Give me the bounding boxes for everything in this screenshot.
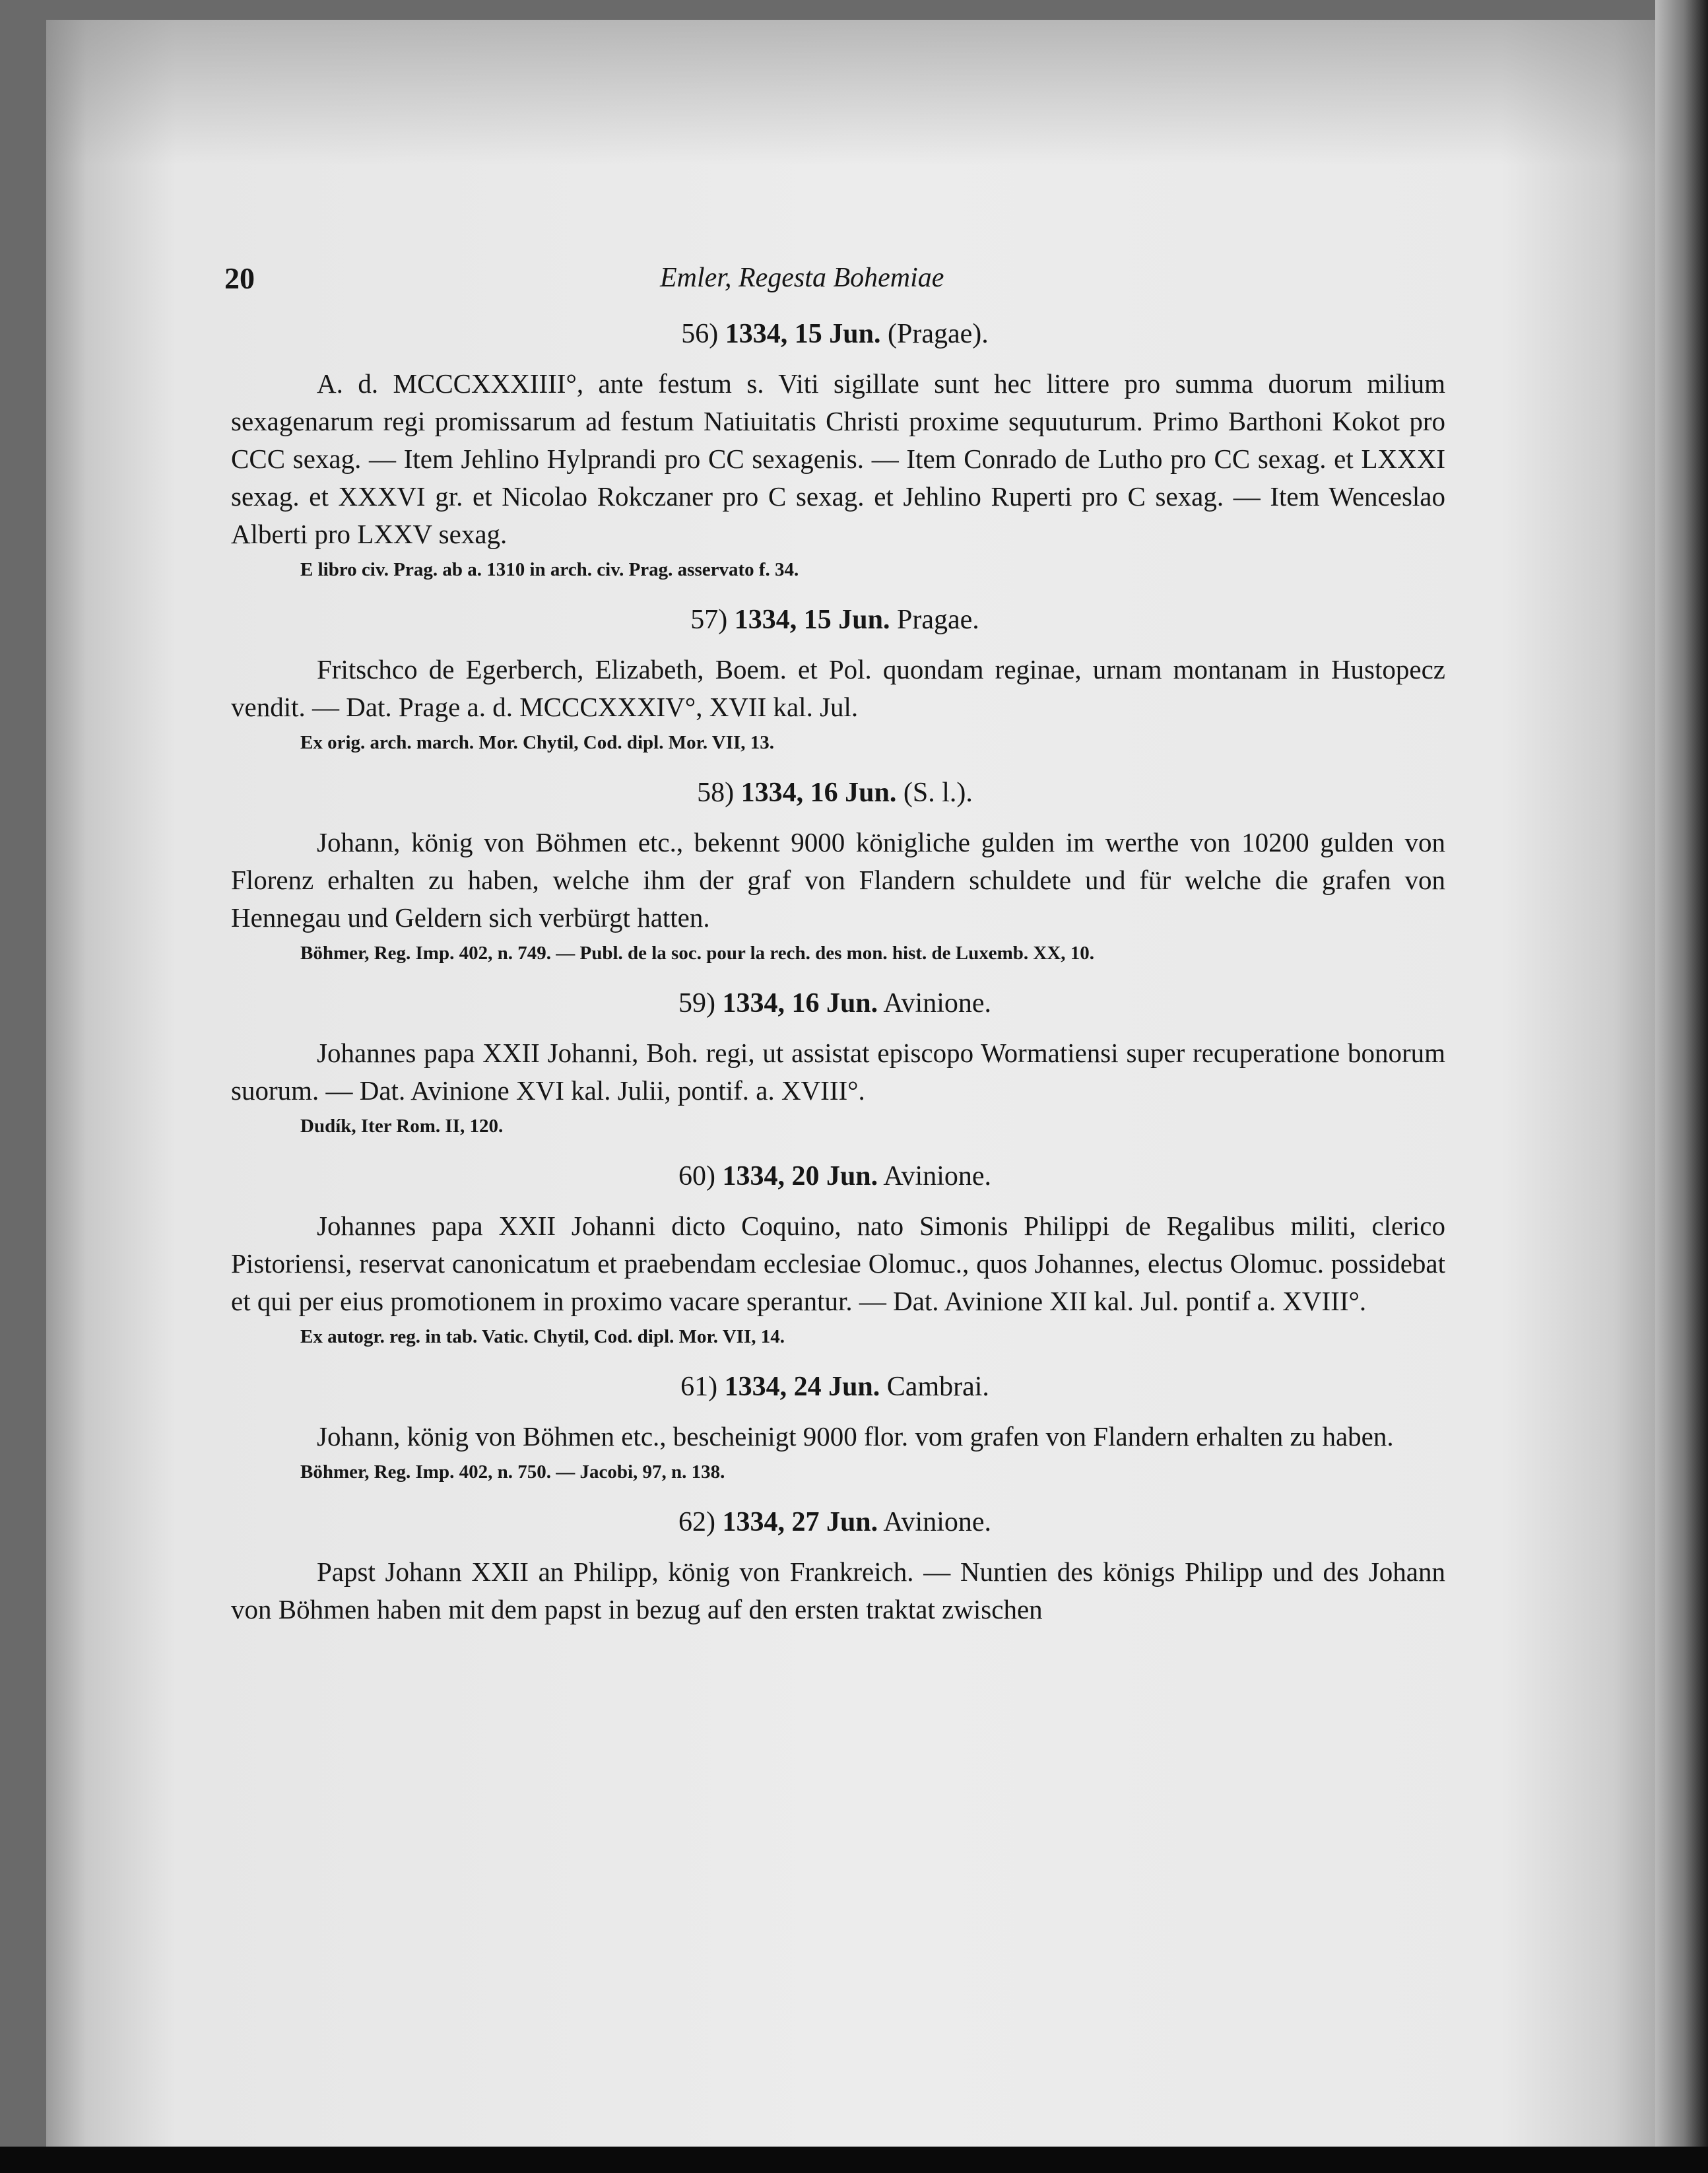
page-edge-shadow [1655,0,1708,2173]
entry-date: 1334, 16 Jun. [722,988,878,1019]
entry-source: Dudík, Iter Rom. II, 120. [300,1116,504,1137]
running-head [224,261,1445,307]
entry-number: 61) [680,1372,718,1402]
entry-place: Cambrai. [886,1372,989,1402]
entry-source: Ex orig. arch. march. Mor. Chytil, Cod. dipl. Mor. VII, 13. [300,732,775,753]
entry-source: Ex autogr. reg. in tab. Vatic. Chytil, Cod. dipl. Mor. VII, 14. [300,1326,785,1347]
entry-number: 59) [678,988,715,1019]
entry-text: Johannes papa XXII Johanni, Boh. regi, ut assistat episcopo Wormatiensi super recuperatione bonorum suorum. — Dat. Avinione XVI kal. Julii, pontif. a. XVIII°. [231,1038,1445,1106]
entry-date: 1334, 27 Jun. [722,1507,878,1537]
entry-source: Böhmer, Reg. Imp. 402, n. 749. — Publ. de la soc. pour la rech. des mon. hist. de Luxemb. XX, 10. [300,943,1095,964]
entry-place: (S. l.). [903,778,973,808]
bottom-border [0,2147,1708,2173]
entry-text: Papst Johann XXII an Philipp, könig von Frankreich. — Nuntien des königs Philipp und des Johann von Böhmen haben mit dem papst in bezug auf den ersten traktat zwischen [231,1556,1445,1624]
entry-heading [224,315,1445,353]
entry-number: 58) [697,778,735,808]
entry-text: Johann, könig von Böhmen etc., bescheinigt 9000 flor. vom grafen von Flandern erhalten zu haben. [317,1421,1394,1452]
regest-entry [224,984,1445,1140]
entry-number: 60) [678,1161,715,1191]
entry-date: 1334, 15 Jun. [734,605,890,635]
entry-heading [224,984,1445,1022]
entry-date: 1334, 15 Jun. [725,319,881,349]
entry-place: Avinione. [883,1507,992,1537]
entry-heading [224,1368,1445,1406]
entry-heading [224,1157,1445,1195]
entry-source: E libro civ. Prag. ab a. 1310 in arch. civ. Prag. asservato f. 34. [300,559,799,580]
regest-entry [224,774,1445,967]
entry-number: 56) [681,319,719,349]
page-number: 20 [224,261,255,295]
entry-heading [224,1503,1445,1541]
page-content [224,261,1445,1631]
regest-entry [224,601,1445,756]
entry-place: Pragae. [896,605,979,635]
regest-entry [224,315,1445,584]
entry-text: Johannes papa XXII Johanni dicto Coquino, nato Simonis Philippi de Regalibus militi, clerico Pistoriensi, reservat canonicatum et praebendam ecclesiae Olomuc., quos Johannes, electus Olomuc. possidebat et qui per eius promotionem in proximo vacare sperantur. — Dat. Avinione XII kal. Jul. pontif a. XVIII°. [231,1211,1445,1316]
entry-source: Böhmer, Reg. Imp. 402, n. 750. — Jacobi, 97, n. 138. [300,1461,725,1483]
running-title: Emler, Regesta Bohemiae [660,263,944,293]
entry-date: 1334, 16 Jun. [740,778,897,808]
entry-date: 1334, 24 Jun. [724,1372,880,1402]
entry-place: Avinione. [883,988,992,1019]
entry-text: Johann, könig von Böhmen etc., bekennt 9000 königliche gulden im werthe von 10200 gulden von Florenz erhalten zu haben, welche ihm der graf von Flandern schuldete und für welche die grafen von Hennegau und Geldern sich verbürgt hatten. [231,827,1445,933]
entry-heading [224,601,1445,639]
entry-number: 57) [690,605,728,635]
entry-text: Fritschco de Egerberch, Elizabeth, Boem. et Pol. quondam reginae, urnam montanam in Hustopecz vendit. — Dat. Prage a. d. MCCCXXXIV°, XVII kal. Jul. [231,654,1445,722]
regest-entry [224,1503,1445,1628]
entry-date: 1334, 20 Jun. [722,1161,878,1191]
entry-heading [224,774,1445,812]
regest-entry [224,1368,1445,1486]
entry-place: Avinione. [883,1161,992,1191]
entry-text: A. d. MCCCXXXIIII°, ante festum s. Viti sigillate sunt hec littere pro summa duorum milium sexagenarum regi promissarum ad festum Natiuitatis Christi proxime sequuturum. Primo Barthoni Kokot pro CCC sexag. — Item Jehlino Hylprandi pro CC sexagenis. — Item Conrado de Lutho pro CC sexag. et LXXXI sexag. et XXXVI gr. et Nicolao Rokczaner pro C sexag. et Jehlino Ruperti pro C sexag. — Item Wenceslao Alberti pro LXXV sexag. [231,368,1445,549]
entry-number: 62) [678,1507,715,1537]
entry-place: (Pragae). [887,319,989,349]
regest-entry [224,1157,1445,1351]
